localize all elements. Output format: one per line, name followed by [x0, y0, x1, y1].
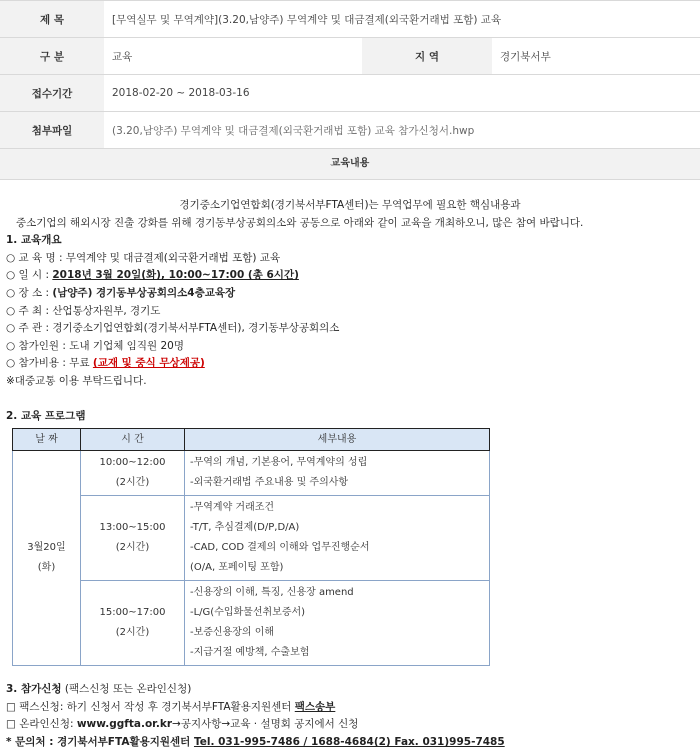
program-date: 3월20일: [27, 542, 66, 554]
apply-online: [6, 716, 694, 734]
place-prefix: ○ 장 소 :: [6, 286, 53, 299]
detail-item: -외국환거래법 주요내용 및 주의사항: [190, 477, 349, 489]
fax-bold: 팩스송부: [294, 700, 336, 713]
fee-plain: 무료: [69, 357, 93, 370]
overview-note: ※대중교통 이용 부탁드립니다.: [6, 374, 147, 387]
session-duration: (2시간): [115, 627, 150, 639]
overview-place: [6, 285, 694, 303]
session-time: 10:00~12:00: [99, 457, 166, 469]
session-detail: [185, 451, 490, 496]
apply-contact: [6, 734, 694, 752]
col-detail-header: 세부내용: [185, 429, 490, 451]
overview-fee: [6, 355, 694, 373]
name-prefix: ○ 교 육 명 :: [6, 251, 66, 264]
program-table: [12, 428, 490, 666]
region-value: 경기북서부: [492, 38, 700, 75]
session-time: 15:00~17:00: [99, 607, 166, 619]
target-value: 도내 기업체 임직원 20명: [69, 339, 184, 352]
contact-prefix: * 문의처 :: [6, 735, 58, 748]
name-value: 무역계약 및 대금결제(외국환거래법 포함) 교육: [65, 251, 281, 264]
title-label: 제 목: [0, 1, 104, 38]
detail-item: -T/T, 추심결제(D/P,D/A): [190, 522, 300, 534]
program-heading: 2. 교육 프로그램: [6, 409, 86, 422]
period-label: 접수기간: [0, 75, 104, 112]
target-prefix: ○ 참가인원 :: [6, 339, 70, 352]
table-row: [13, 581, 490, 666]
period-row: [0, 75, 700, 112]
program-day: (화): [37, 562, 56, 574]
apply-heading-line: [6, 681, 694, 699]
content-header: 교육내용: [0, 149, 700, 180]
detail-item: -무역계약 거래조건: [190, 502, 275, 514]
table-row: [13, 496, 490, 581]
content-body: [0, 180, 700, 752]
overview-heading: 1. 교육개요: [6, 234, 62, 247]
table-row: [13, 451, 490, 496]
period-value: 2018-02-20 ~ 2018-03-16: [104, 75, 700, 112]
overview-org: [6, 320, 694, 338]
apply-heading-note: (팩스신청 또는 온라인신청): [61, 683, 192, 696]
intro-line-2: 중소기업의 해외시장 진출 강화를 위해 경기동부상공회의소와 공동으로 아래와 같이 교육을 개최하오니, 많은 참여 바랍니다.: [16, 216, 584, 229]
category-label: 구 분: [0, 38, 104, 75]
org-prefix: ○ 주 관 :: [6, 322, 53, 335]
detail-item: -무역의 개념, 기본용어, 무역계약의 성립: [190, 457, 368, 469]
org-value: 경기중소기업연합회(경기북서부FTA센터), 경기동부상공회의소: [52, 322, 340, 335]
attachment-link[interactable]: (3.20,남양주) 무역계약 및 대금결제(외국환거래법 포함) 교육 참가신청서.hwp: [104, 112, 700, 149]
detail-item: -신용장의 이해, 특징, 신용장 amend: [190, 587, 354, 599]
place-value: (남양주) 경기동부상공회의소4층교육장: [52, 286, 236, 299]
session-time: 13:00~15:00: [99, 522, 166, 534]
date-prefix: ○ 일 시 :: [6, 269, 53, 282]
detail-item: (O/A, 포페이팅 포함): [190, 562, 284, 574]
attach-label: 첨부파일: [0, 112, 104, 149]
overview-target: [6, 338, 694, 356]
online-prefix: □ 온라인신청:: [6, 718, 77, 731]
detail-item: -지급거절 예방책, 수출보험: [190, 647, 310, 659]
session-detail: [185, 496, 490, 581]
session-duration: (2시간): [115, 477, 150, 489]
category-value: 교육: [104, 38, 362, 75]
session-time-cell: [81, 451, 185, 496]
detail-item: -L/G(수입화물선취보증서): [190, 607, 306, 619]
fee-prefix: ○ 참가비용 :: [6, 357, 70, 370]
detail-item: -CAD, COD 결제의 이해와 업무진행순서: [190, 542, 370, 554]
col-date-header: 날 짜: [13, 429, 81, 451]
online-url-link[interactable]: www.ggfta.or.kr: [76, 718, 173, 731]
session-duration: (2시간): [115, 542, 150, 554]
overview-date: [6, 267, 694, 285]
apply-fax: [6, 699, 694, 717]
intro-line-1: 경기중소기업연합회(경기북서부FTA센터)는 무역업무에 필요한 핵심내용과: [179, 199, 521, 211]
overview-name: [6, 250, 694, 268]
fee-highlight: (교재 및 중식 무상제공): [92, 357, 205, 370]
host-prefix: ○ 주 최 :: [6, 304, 53, 317]
host-value: 산업통상자원부, 경기도: [52, 304, 161, 317]
info-table: [0, 0, 700, 149]
date-value: 2018년 3월 20일(화), 10:00~17:00 (총 6시간): [52, 269, 299, 282]
overview-host: [6, 303, 694, 321]
session-time-cell: [81, 496, 185, 581]
program-header-row: [13, 429, 490, 451]
fax-prefix: □ 팩스신청: 하기 신청서 작성 후 경기북서부FTA활용지원센터: [6, 700, 295, 713]
attach-row: [0, 112, 700, 149]
region-label: 지 역: [362, 38, 492, 75]
session-detail: [185, 581, 490, 666]
program-date-cell: [13, 451, 81, 666]
online-suffix: →공지사항→교육 · 설명회 공지에서 신청: [172, 718, 359, 731]
session-time-cell: [81, 581, 185, 666]
apply-heading: 3. 참가신청: [6, 683, 62, 696]
category-row: [0, 38, 700, 75]
col-time-header: 시 간: [81, 429, 185, 451]
title-row: [0, 1, 700, 38]
contact-tel: Tel. 031-995-7486 / 1688-4684(2) Fax. 031)995-7485: [193, 735, 505, 748]
detail-item: -보증신용장의 이해: [190, 627, 275, 639]
contact-org: 경기북서부FTA활용지원센터: [57, 735, 194, 748]
title-value: [무역실무 및 무역계약](3.20,남양주) 무역계약 및 대금결제(외국환거래법 포함) 교육: [104, 1, 700, 38]
